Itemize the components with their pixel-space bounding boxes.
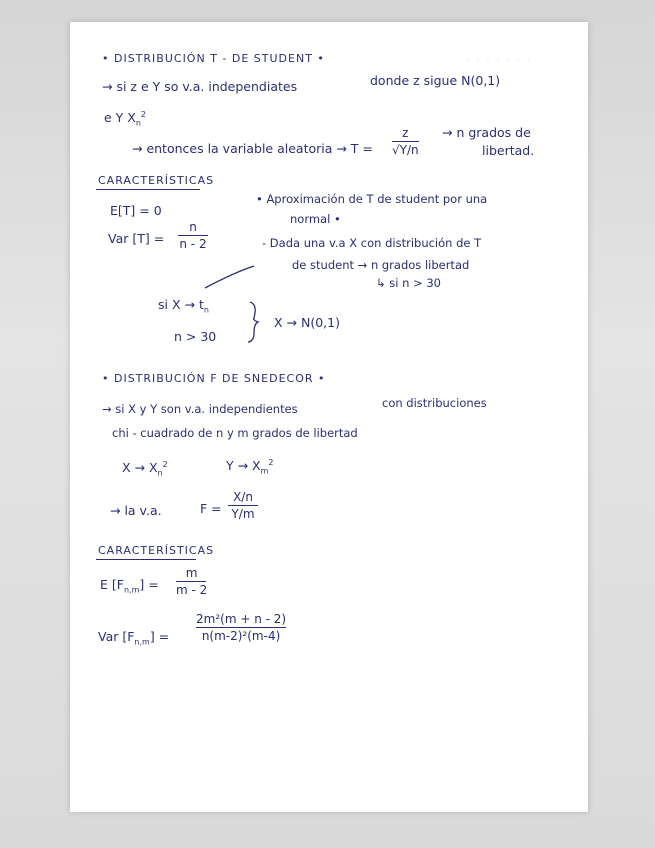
condition-result: X → N(0,1) — [274, 315, 340, 330]
snedecor-expectation-fraction — [176, 566, 207, 597]
snedecor-expectation-denominator: m - 2 — [176, 583, 208, 597]
section-title-snedecor: • DISTRIBUCIÓN F DE SNEDECOR • — [102, 372, 326, 385]
student-intro-line-3: → entonces la variable aleatoria → T = — [132, 141, 373, 156]
condition-line-1: si $X \to t_n$ — [158, 297, 209, 315]
t-numerator: z — [402, 126, 409, 140]
snedecor-variance-denominator: n(m-2)²(m-4) — [201, 629, 281, 643]
snedecor-x-distribution: $X \to X_n^2$ — [122, 460, 168, 478]
f-numerator: X/n — [233, 490, 253, 504]
snedecor-y-distribution: $Y \to X_m^2$ — [226, 458, 274, 476]
snedecor-variance-numerator: 2m²(m + n - 2) — [196, 612, 287, 626]
heading-underline — [96, 189, 200, 190]
student-variance-denominator: n - 2 — [179, 237, 207, 251]
student-variance-label: Var [T] = — [108, 231, 165, 246]
t-denominator: √Y/n — [392, 143, 419, 157]
condition-brace — [246, 300, 262, 344]
heading-underline — [96, 559, 196, 560]
student-intro-line-3c: libertad. — [482, 143, 535, 158]
snedecor-characteristics-heading: CARACTERÍSTICAS — [98, 544, 215, 557]
condition-line-2: n > 30 — [174, 329, 217, 344]
approx-line-1: • Aproximación de T de student por una — [256, 192, 488, 206]
f-formula-fraction — [228, 490, 258, 521]
snedecor-f-label: F = — [200, 501, 222, 516]
approx-arrow-stroke — [200, 262, 260, 292]
section-title-student: • DISTRIBUCIÓN T - DE STUDENT • — [102, 52, 325, 65]
snedecor-intro-line-1b: con distribuciones — [382, 396, 487, 410]
student-variance-fraction — [178, 220, 208, 251]
notebook-page — [70, 22, 588, 812]
student-expectation: E[T] = 0 — [110, 203, 162, 218]
snedecor-variance-label: Var $[F_{n,m}]$ = — [98, 629, 170, 647]
approx-line-3: - Dada una v.a X con distribución de T — [262, 236, 482, 250]
student-intro-line-1: → si z e Y so v.a. independiates — [102, 79, 298, 94]
approx-line-4: de student → n grados libertad — [292, 258, 470, 272]
student-intro-line-2: e Y $X_n^2$ — [104, 110, 147, 128]
snedecor-expectation-label: E $[F_{n,m}]$ = — [100, 577, 159, 595]
student-variance-numerator: n — [189, 220, 197, 234]
student-characteristics-heading: CARACTERÍSTICAS — [98, 174, 215, 187]
student-intro-line-3b: → n grados de — [442, 125, 531, 140]
approx-line-2: normal • — [290, 212, 341, 226]
snedecor-intro-line-1: → si X y Y son v.a. independientes — [102, 402, 298, 416]
snedecor-variance-fraction — [196, 612, 286, 643]
snedecor-expectation-numerator: m — [185, 566, 198, 580]
t-formula-fraction — [392, 126, 419, 157]
student-intro-line-1b: donde z sigue N(0,1) — [370, 73, 501, 88]
bleed-through-text: · · · · · · · — [465, 50, 532, 69]
approx-line-5: ↳ si n > 30 — [376, 276, 442, 290]
f-denominator: Y/m — [231, 507, 255, 521]
snedecor-va-label: → la v.a. — [110, 503, 162, 518]
snedecor-intro-line-2: chi - cuadrado de n y m grados de libertad — [112, 426, 358, 440]
